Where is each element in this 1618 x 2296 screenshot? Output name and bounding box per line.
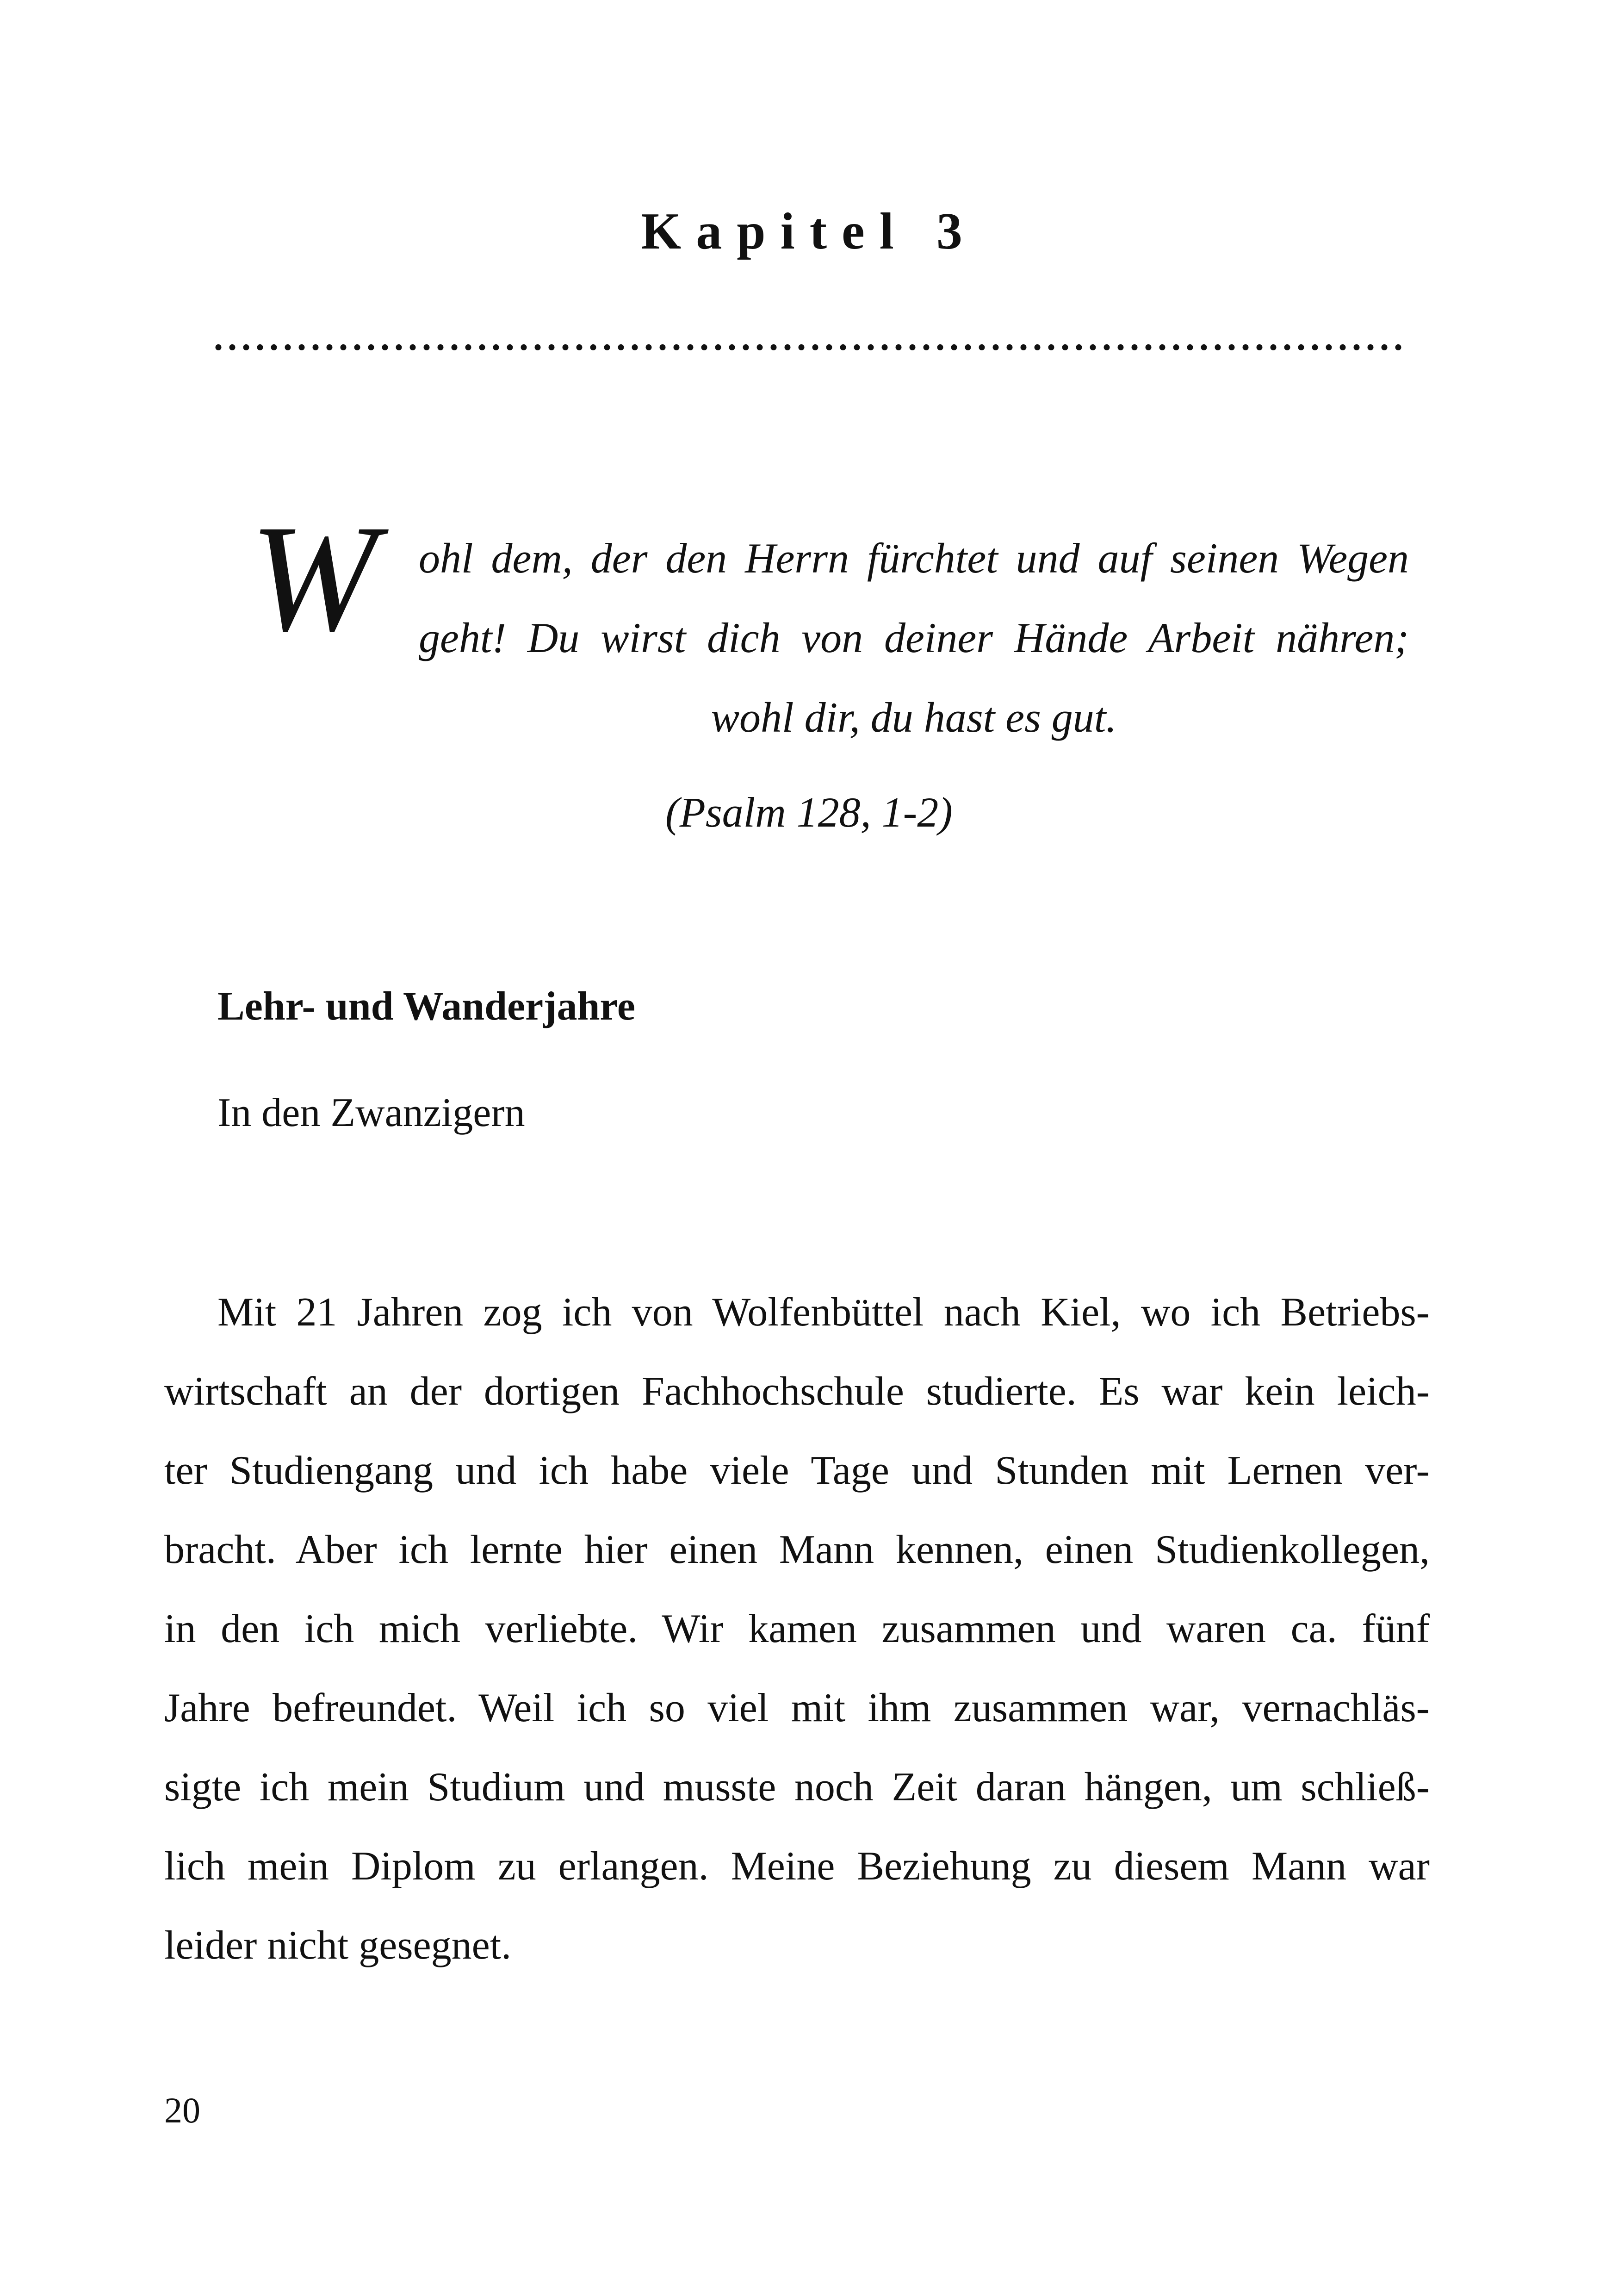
body-line: bracht. Aber ich lernte hier einen Mann kennen, einen Studienkollegen, [164, 1527, 1430, 1572]
epigraph-citation: (Psalm 128, 1-2) [665, 789, 953, 836]
epigraph-text: ohl dem, der den Herrn fürchtet und auf seinen Wegen geht! Du wirst dich von deiner Hände Arbeit nähren; wohl dir, du hast es gut. [419, 535, 1409, 741]
body-line: ter Studiengang und ich habe viele Tage und Stunden mit Lernen ver- [164, 1448, 1430, 1493]
chapter-title: Kapitel 3 [641, 203, 977, 260]
body-paragraph [164, 1273, 1430, 1985]
body-line: lich mein Diplom zu erlangen. Meine Beziehung zu diesem Mann war [164, 1844, 1430, 1889]
body-line: in den ich mich verliebte. Wir kamen zusammen und waren ca. fünf [164, 1606, 1430, 1651]
body-line: Mit 21 Jahren zog ich von Wolfenbüttel nach Kiel, wo ich Betriebs- [217, 1290, 1430, 1335]
page-number: 20 [164, 2090, 200, 2130]
section-subtitle: In den Zwanzigern [217, 1090, 525, 1135]
body-line: Jahre befreundet. Weil ich so viel mit ihm zusammen war, vernachläs- [164, 1686, 1430, 1730]
body-line: wirtschaft an der dortigen Fachhochschule studierte. Es war kein leich- [164, 1369, 1430, 1414]
section-title: Lehr- und Wanderjahre [217, 984, 635, 1029]
body-line: sigte ich mein Studium und musste noch Zeit daran hängen, um schließ- [164, 1765, 1430, 1810]
body-line: leider nicht gesegnet. [164, 1923, 512, 1968]
epigraph-drop-cap: W [250, 494, 368, 663]
dotted-separator: ...................................................................................... [214, 324, 1407, 352]
